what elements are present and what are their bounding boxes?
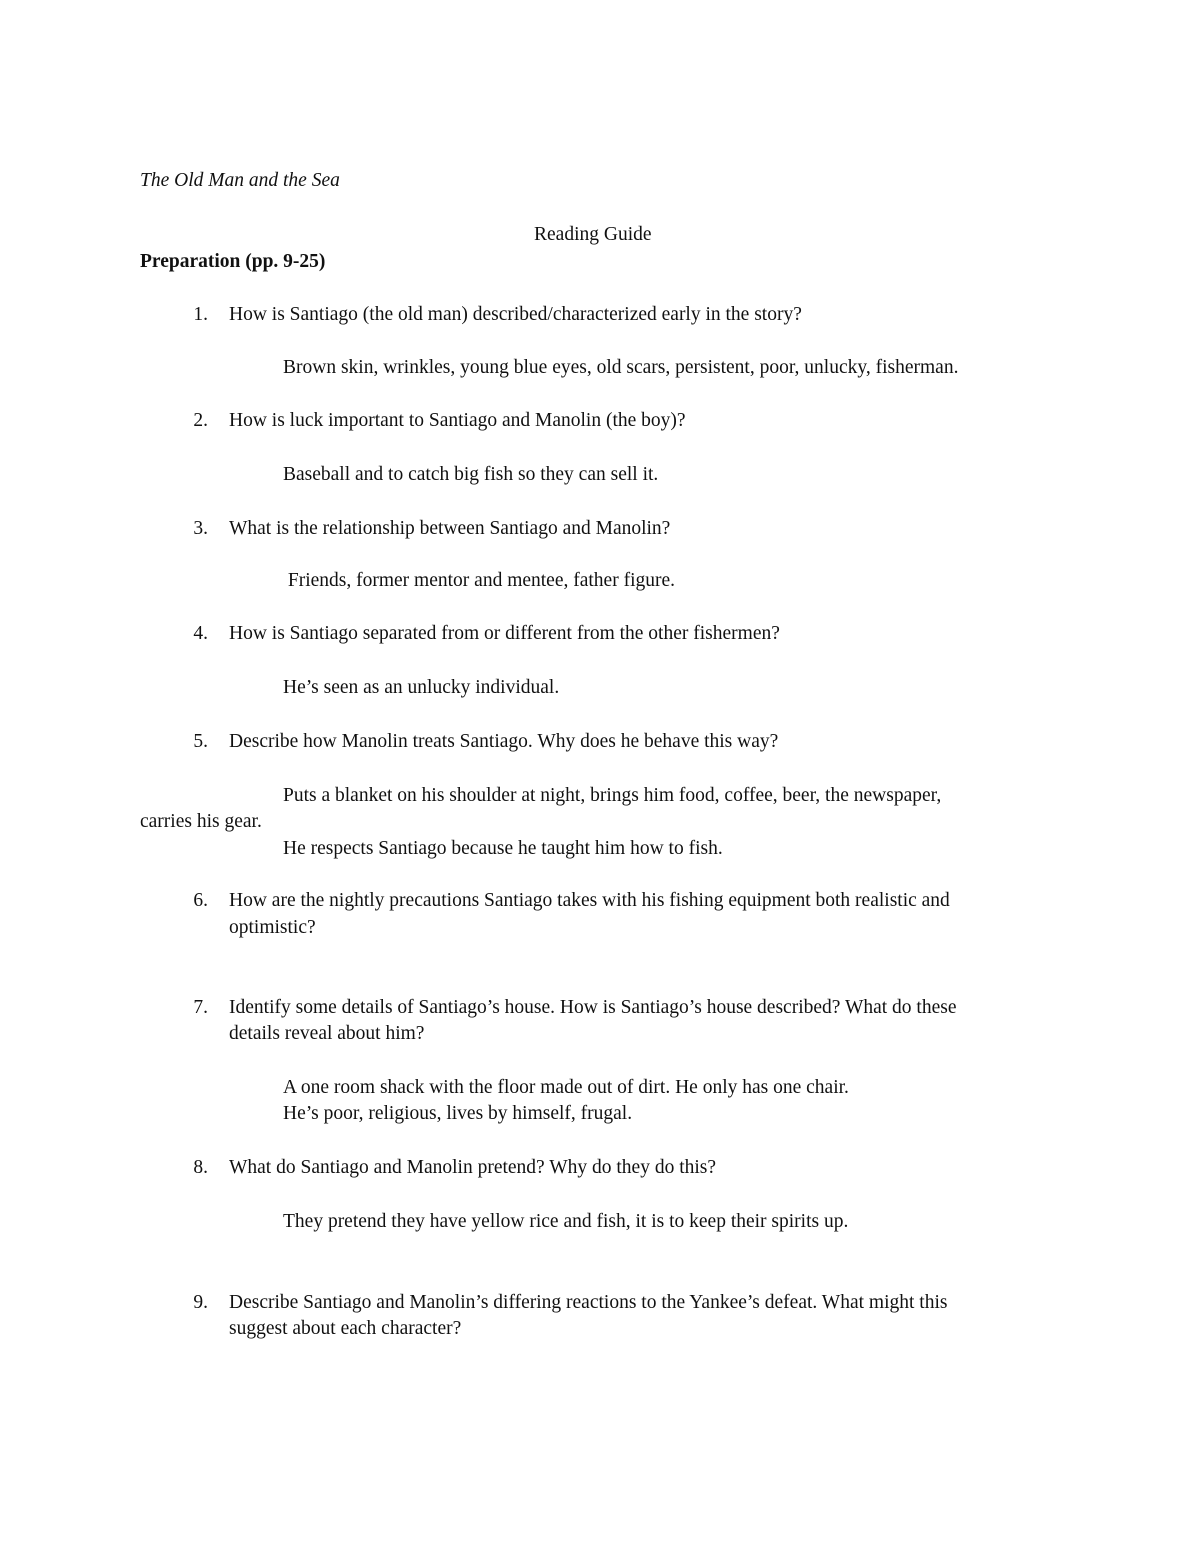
question-number: 6. (193, 890, 208, 911)
question-text: Identify some details of Santiago’s house. How is Santiago’s house described? What do these (229, 997, 957, 1018)
question-number: 4. (193, 623, 208, 644)
answer-text-continued: carries his gear. (140, 811, 262, 832)
question-text-continued: optimistic? (229, 917, 316, 938)
question-number: 5. (193, 731, 208, 752)
question-text-continued: details reveal about him? (229, 1023, 425, 1044)
answer-text: He respects Santiago because he taught him how to fish. (283, 838, 723, 859)
question-text: How is Santiago separated from or different from the other fishermen? (229, 623, 780, 644)
book-title: The Old Man and the Sea (140, 170, 340, 191)
question-text: How is Santiago (the old man) described/characterized early in the story? (229, 304, 802, 325)
answer-text: He’s poor, religious, lives by himself, frugal. (283, 1103, 633, 1124)
question-number: 7. (193, 997, 208, 1018)
answer-text: Baseball and to catch big fish so they can sell it. (283, 464, 659, 485)
question-number: 3. (193, 518, 208, 539)
question-text: How are the nightly precautions Santiago takes with his fishing equipment both realistic and (229, 890, 950, 911)
question-number: 1. (193, 304, 208, 325)
answer-text: Friends, former mentor and mentee, father figure. (283, 570, 676, 591)
answer-text: He’s seen as an unlucky individual. (283, 677, 560, 698)
answer-text: A one room shack with the floor made out of dirt. He only has one chair. (283, 1077, 849, 1098)
question-number: 2. (193, 410, 208, 431)
question-text-continued: suggest about each character? (229, 1318, 462, 1339)
answer-text: Puts a blanket on his shoulder at night, brings him food, coffee, beer, the newspaper, (283, 785, 942, 806)
question-number: 9. (193, 1292, 208, 1313)
question-text: Describe Santiago and Manolin’s differing reactions to the Yankee’s defeat. What might this (229, 1292, 948, 1313)
question-text: What is the relationship between Santiago and Manolin? (229, 518, 671, 539)
answer-text: They pretend they have yellow rice and fish, it is to keep their spirits up. (283, 1211, 849, 1232)
question-text: What do Santiago and Manolin pretend? Why do they do this? (229, 1157, 717, 1178)
guide-title: Reading Guide (534, 224, 652, 245)
section-heading: Preparation (pp. 9-25) (140, 251, 326, 272)
question-text: How is luck important to Santiago and Manolin (the boy)? (229, 410, 686, 431)
question-number: 8. (193, 1157, 208, 1178)
question-text: Describe how Manolin treats Santiago. Why does he behave this way? (229, 731, 779, 752)
answer-text: Brown skin, wrinkles, young blue eyes, old scars, persistent, poor, unlucky, fisherman. (283, 357, 959, 378)
